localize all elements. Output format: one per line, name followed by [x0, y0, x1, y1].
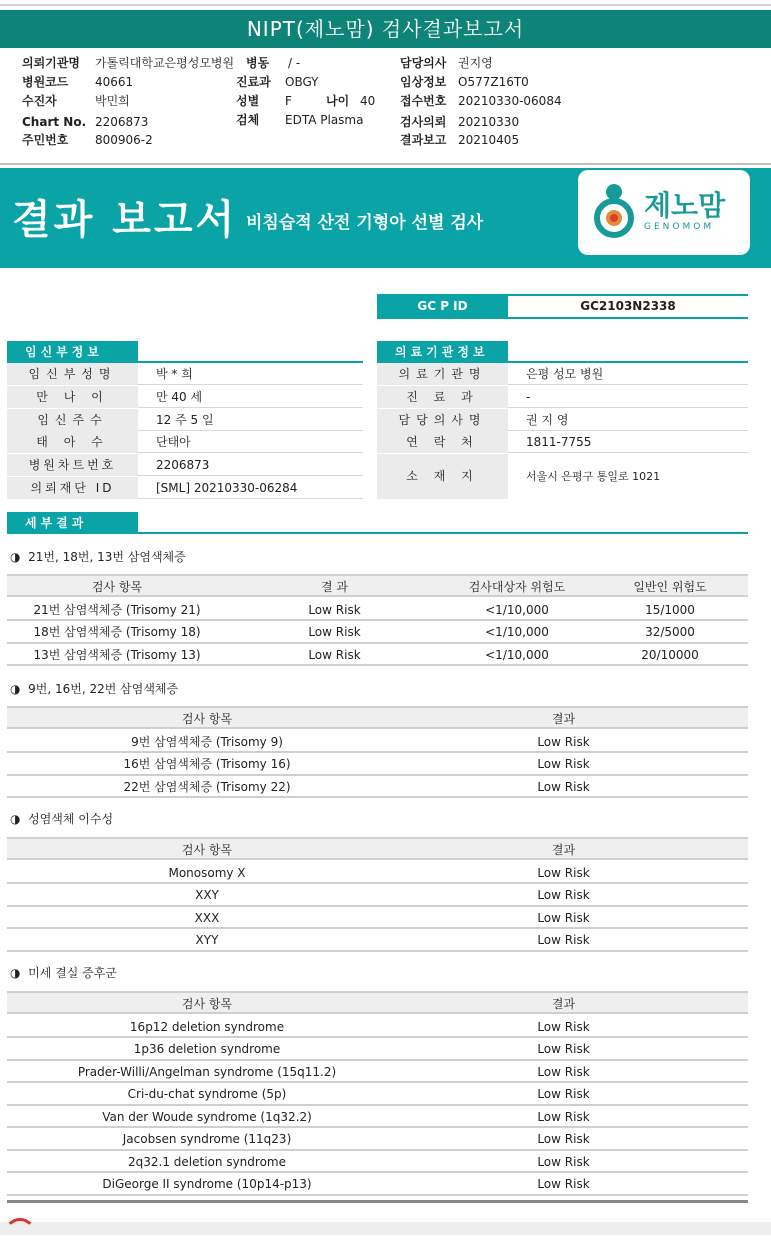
result: Low Risk [537, 910, 590, 925]
general-risk: 32/5000 [645, 625, 695, 639]
patient-label: 수진자 [22, 94, 57, 108]
info-value: 박 * 희 [156, 367, 193, 381]
column-header: 일반인 위험도 [633, 580, 707, 594]
info-row [7, 431, 363, 453]
section-title: 9번, 16번, 22번 삼염색체증 [28, 682, 179, 696]
info-label: 의료기관명 [377, 363, 508, 385]
column-header: 결 과 [321, 580, 348, 594]
chart-no-value: 2206873 [95, 115, 149, 129]
info-label: 담당의사명 [377, 409, 508, 431]
result: Low Risk [537, 734, 590, 749]
table-header-row [7, 991, 748, 1014]
doctor-label: 담당의사 [400, 56, 447, 70]
info-row [7, 477, 363, 499]
report-title: NIPT(제노맘) 검사결과보고서 [0, 10, 771, 48]
general-risk: 15/1000 [645, 602, 695, 617]
header-divider [0, 163, 771, 165]
subject-risk: <1/10,000 [485, 647, 549, 662]
table-header-row [7, 574, 748, 597]
table-row [7, 731, 748, 754]
test-item: Prader-Willi/Angelman syndrome (15q11.2) [77, 1064, 337, 1079]
section-heading [10, 548, 186, 565]
info-value: 은평 성모 병원 [526, 367, 604, 381]
table-row [7, 621, 748, 644]
specimen-value: EDTA Plasma [285, 113, 364, 127]
clinical-value: O577Z16T0 [458, 75, 529, 89]
table-row [7, 884, 748, 907]
table-row [7, 1083, 748, 1106]
specimen-label: 검체 [236, 113, 260, 127]
result: Low Risk [308, 602, 361, 617]
gcp-id-value: GC2103N2338 [580, 299, 676, 313]
test-item: 16번 삼염색체증 (Trisomy 16) [123, 757, 291, 771]
bottom-rule [7, 1200, 748, 1203]
info-label: 진 료 과 [377, 386, 508, 408]
half-circle-icon: ◑ [10, 966, 21, 980]
age-value: 40 [360, 94, 376, 108]
half-circle-icon: ◑ [10, 812, 21, 826]
test-item: Monosomy X [168, 865, 246, 880]
info-label: 병원차트번호 [7, 454, 138, 476]
result: Low Risk [537, 779, 590, 794]
banner-subtitle: 비침습적 산전 기형아 선별 검사 [246, 213, 484, 233]
result: Low Risk [308, 647, 361, 662]
institution-value: 가톨릭대학교은평성모병원 [95, 56, 235, 70]
section-title: 21번, 18번, 13번 삼염색체증 [28, 550, 186, 564]
half-circle-icon: ◑ [10, 550, 21, 564]
half-circle-icon: ◑ [10, 682, 21, 696]
table-row [7, 1128, 748, 1151]
column-header: 검사 항목 [181, 843, 233, 857]
patient-value: 박민희 [95, 94, 130, 108]
column-header: 검사 항목 [181, 712, 233, 726]
info-row [377, 454, 748, 499]
table-header-row [7, 706, 748, 729]
request-date-label: 검사의뢰 [400, 115, 447, 129]
report-date-value: 20210405 [458, 133, 520, 147]
detail-results-rule [7, 532, 748, 534]
info-row [7, 454, 363, 476]
column-header: 검사 항목 [91, 580, 143, 594]
column-header: 결과 [551, 712, 576, 726]
table-row [7, 776, 748, 799]
test-item: 13번 삼염색체증 (Trisomy 13) [33, 647, 201, 662]
table-row [7, 1106, 748, 1129]
request-date-value: 20210330 [458, 115, 520, 129]
info-row [377, 409, 748, 431]
table-row [7, 753, 748, 776]
age-label: 나이 [326, 94, 350, 108]
info-value: - [526, 390, 531, 404]
table-row [7, 1038, 748, 1061]
test-item: XXY [195, 888, 219, 902]
info-value: 12 주 5 일 [156, 413, 214, 427]
result: Low Risk [537, 1087, 590, 1101]
info-label: 만 나 이 [7, 386, 138, 408]
section-title: 성염색체 이수성 [28, 812, 114, 826]
result: Low Risk [537, 1154, 590, 1169]
receipt-label: 접수번호 [400, 94, 447, 108]
info-row [377, 386, 748, 408]
hospital-code-value: 40661 [95, 75, 134, 89]
test-item: 21번 삼염색체증 (Trisomy 21) [33, 602, 201, 617]
info-value: 1811-7755 [526, 435, 592, 449]
gcp-id-box [377, 294, 748, 319]
test-item: 1p36 deletion syndrome [133, 1042, 281, 1056]
column-header: 검사 항목 [181, 997, 233, 1011]
logo-text: 제노맘 [644, 189, 726, 222]
test-item: 9번 삼염색체증 (Trisomy 9) [131, 734, 283, 749]
detail-results-title: 세부결과 [7, 512, 138, 534]
column-header: 결과 [551, 997, 576, 1011]
info-label: 임신주수 [7, 409, 138, 431]
subject-risk: <1/10,000 [485, 602, 549, 617]
hospital-info-title: 의료기관정보 [377, 341, 508, 363]
table-row [7, 1061, 748, 1084]
id-no-value: 800906-2 [95, 133, 153, 147]
result: Low Risk [537, 1064, 590, 1079]
test-item: 2q32.1 deletion syndrome [128, 1154, 286, 1169]
genomom-logo-icon [592, 182, 636, 238]
logo-subtext: GENOMOM [644, 222, 715, 232]
stamp-arc-icon [4, 1218, 36, 1250]
test-item: Cri-du-chat syndrome (5p) [127, 1087, 287, 1101]
result: Low Risk [537, 933, 590, 947]
table-row [7, 1151, 748, 1174]
table-row [7, 929, 748, 952]
result: Low Risk [537, 1042, 590, 1056]
info-label: 태 아 수 [7, 431, 138, 453]
top-rule [0, 4, 771, 6]
hospital-code-label: 병원코드 [22, 75, 69, 89]
info-label: 임신부성명 [7, 363, 138, 385]
column-header: 결과 [551, 843, 576, 857]
dept-value: OBGY [285, 75, 319, 89]
info-value: [SML] 20210330-06284 [156, 481, 298, 495]
banner-title: 결과 보고서 [12, 197, 238, 243]
test-item: Van der Woude syndrome (1q32.2) [102, 1109, 312, 1124]
test-item: Jacobsen syndrome (11q23) [122, 1132, 292, 1146]
id-no-label: 주민번호 [22, 133, 69, 147]
test-item: DiGeorge II syndrome (10p14-p13) [102, 1177, 312, 1191]
info-label: 연 락 처 [377, 431, 508, 453]
result: Low Risk [537, 1019, 590, 1034]
ward-value: / - [288, 56, 301, 70]
ward-label: 병동 [246, 56, 270, 70]
table-row [7, 862, 748, 885]
receipt-value: 20210330-06084 [458, 94, 562, 108]
sex-value: F [285, 94, 292, 108]
info-value: 서울시 은평구 통일로 1021 [526, 470, 661, 483]
sex-label: 성별 [236, 94, 260, 108]
doctor-value: 권지영 [458, 56, 493, 70]
report-date-label: 결과보고 [400, 133, 447, 147]
test-item: XXX [194, 910, 220, 925]
info-row [7, 386, 363, 408]
subject-risk: <1/10,000 [485, 625, 549, 639]
table-row [7, 907, 748, 930]
result: Low Risk [537, 888, 590, 902]
info-row [7, 409, 363, 431]
section-heading [10, 810, 113, 827]
table-row [7, 644, 748, 667]
result: Low Risk [537, 757, 590, 771]
table-row [7, 599, 748, 622]
page-footer-strip [0, 1222, 771, 1235]
result: Low Risk [537, 865, 590, 880]
info-row [377, 363, 748, 385]
section-heading [10, 964, 117, 981]
chart-no-label: Chart No. [22, 115, 87, 129]
result-banner [0, 168, 771, 268]
pregnant-info-title: 임신부정보 [7, 341, 138, 363]
info-value: 2206873 [156, 458, 210, 472]
info-value: 권 지 영 [526, 413, 569, 427]
test-item: 18번 삼염색체증 (Trisomy 18) [33, 625, 201, 639]
test-item: XYY [195, 933, 219, 947]
info-row [7, 363, 363, 385]
table-header-row [7, 837, 748, 860]
dept-label: 진료과 [236, 75, 271, 89]
institution-label: 의뢰기관명 [22, 56, 80, 70]
section-heading [10, 680, 178, 697]
result: Low Risk [537, 1109, 590, 1124]
info-label: 의뢰재단 ID [7, 477, 138, 499]
table-row [7, 1173, 748, 1196]
info-row [377, 431, 748, 453]
info-label: 소 재 지 [377, 454, 508, 499]
general-risk: 20/10000 [641, 647, 699, 662]
clinical-label: 임상정보 [400, 75, 447, 89]
result: Low Risk [308, 625, 361, 639]
result: Low Risk [537, 1132, 590, 1146]
info-value: 단태아 [156, 435, 191, 449]
result: Low Risk [537, 1177, 590, 1191]
gcp-id-label: GC P ID [377, 296, 508, 317]
column-header: 검사대상자 위험도 [468, 580, 566, 594]
info-value: 만 40 세 [156, 390, 203, 404]
section-title: 미세 결실 증후군 [28, 966, 117, 980]
test-item: 22번 삼염색체증 (Trisomy 22) [123, 779, 291, 794]
test-item: 16p12 deletion syndrome [129, 1019, 285, 1034]
table-row [7, 1016, 748, 1039]
genomom-logo [578, 170, 750, 255]
